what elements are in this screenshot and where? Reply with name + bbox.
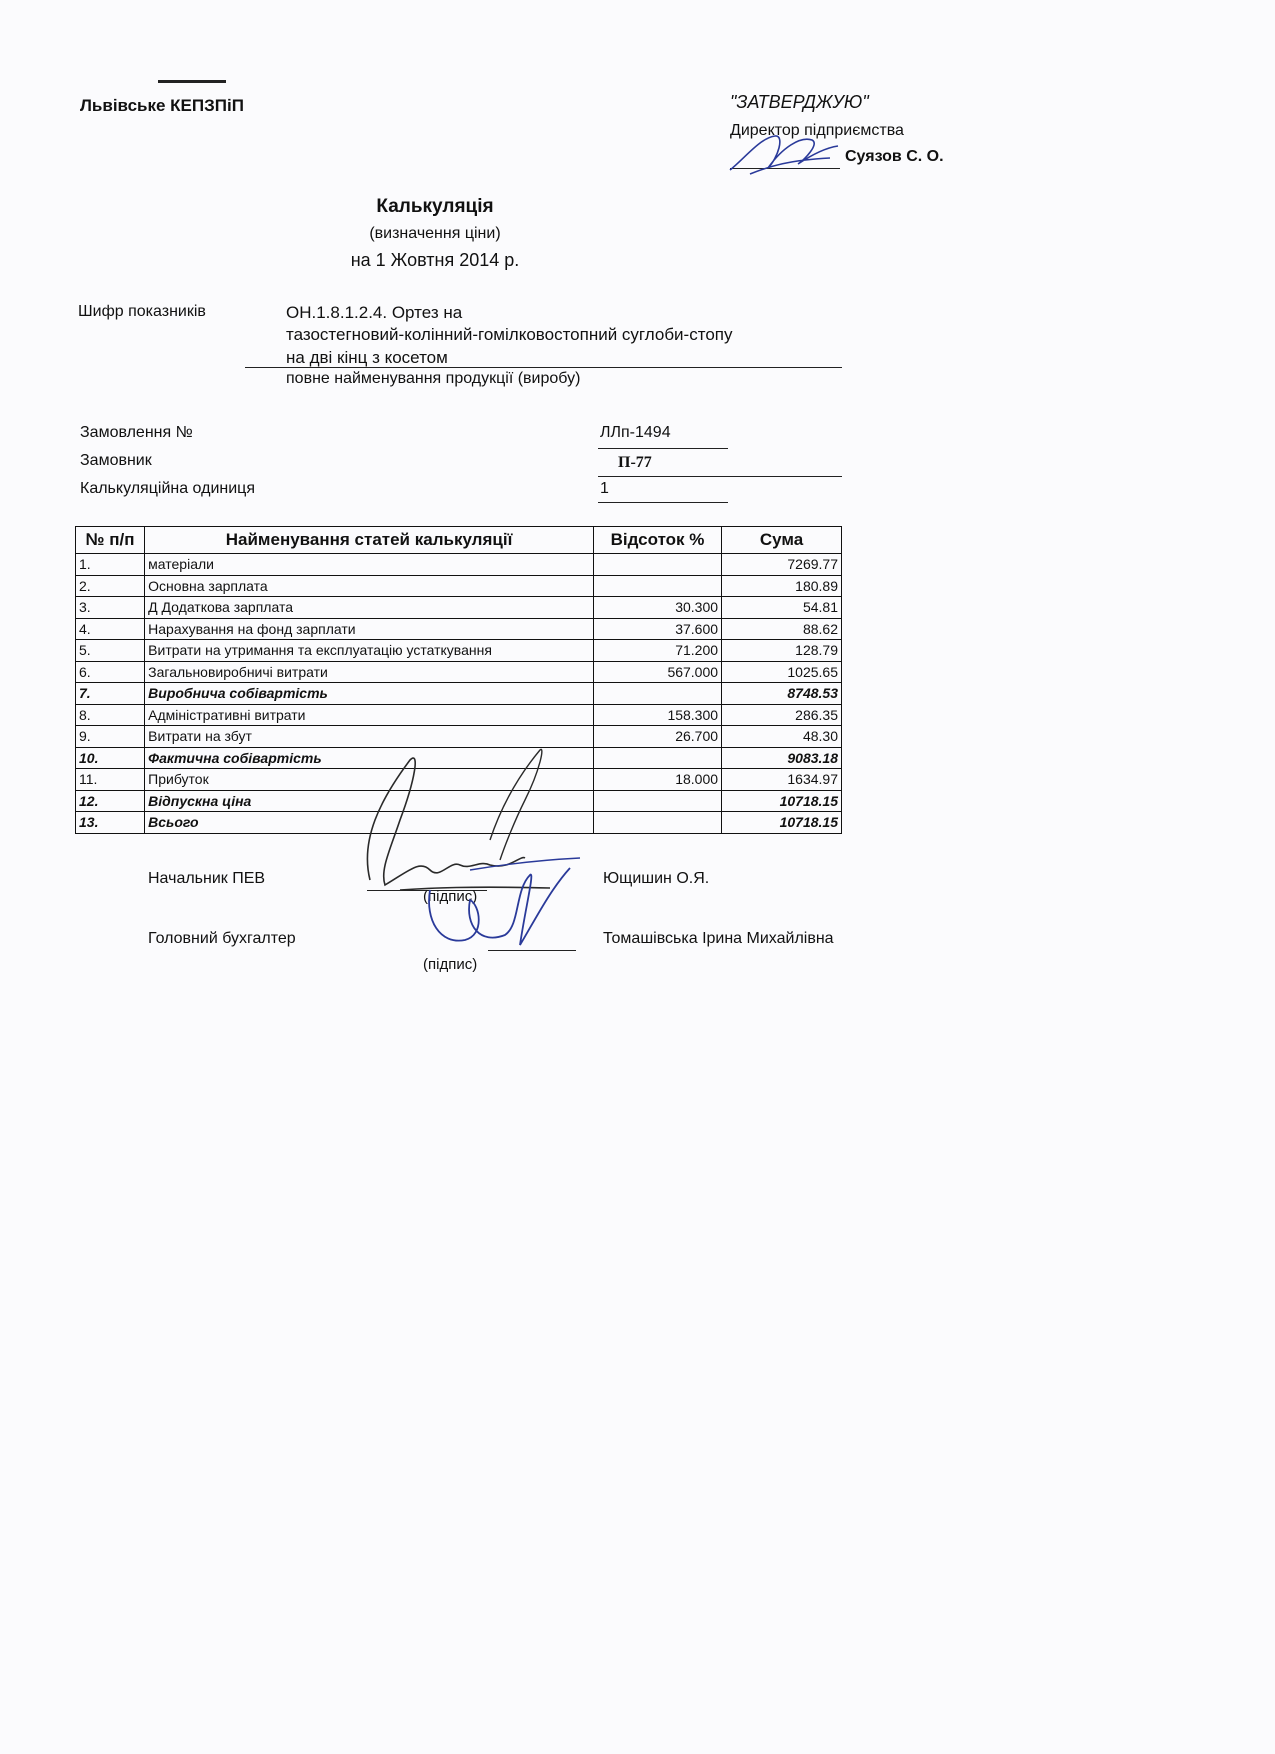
row-number: 6. — [76, 661, 145, 683]
row-number: 9. — [76, 726, 145, 748]
row-sum: 1634.97 — [722, 769, 842, 791]
row-item-name: Витрати на збут — [145, 726, 594, 748]
row-percent: 26.700 — [593, 726, 721, 748]
row-number: 10. — [76, 747, 145, 769]
row-item-name: Нарахування на фонд зарплати — [145, 618, 594, 640]
row-item-name: Всього — [145, 812, 594, 834]
header-number: № п/п — [76, 527, 145, 554]
table-row — [76, 554, 842, 576]
row-percent — [593, 747, 721, 769]
table-row — [76, 661, 842, 683]
row-percent — [593, 554, 721, 576]
product-name-line-2: тазостегновий-колінний-гомілковостопний суглоби-стопу — [286, 325, 733, 344]
row-percent — [593, 575, 721, 597]
row-number: 1. — [76, 554, 145, 576]
row-item-name: Відпускна ціна — [145, 790, 594, 812]
customer-label: Замовник — [80, 452, 152, 469]
row-number: 13. — [76, 812, 145, 834]
accountant-signature-caption: (підпис) — [423, 956, 478, 973]
row-sum: 88.62 — [722, 618, 842, 640]
pev-label: Начальник ПЕВ — [148, 870, 266, 887]
row-sum: 48.30 — [722, 726, 842, 748]
row-percent: 567.000 — [593, 661, 721, 683]
accountant-label: Головний бухгалтер — [148, 930, 296, 947]
director-signature — [720, 118, 850, 188]
pev-signature-caption: (підпис) — [423, 888, 478, 905]
row-sum: 1025.65 — [722, 661, 842, 683]
row-number: 2. — [76, 575, 145, 597]
unit-label: Калькуляційна одиниця — [80, 480, 255, 497]
row-item-name: Адміністративні витрати — [145, 704, 594, 726]
row-item-name: Витрати на утримання та експлуатацію устаткування — [145, 640, 594, 662]
row-sum: 8748.53 — [722, 683, 842, 705]
row-percent: 37.600 — [593, 618, 721, 640]
row-percent — [593, 790, 721, 812]
customer-underline — [598, 476, 842, 477]
row-item-name: Прибуток — [145, 769, 594, 791]
header-sum: Сума — [722, 527, 842, 554]
product-name-line-3: на дві кінц з косетом — [286, 348, 448, 367]
row-sum: 128.79 — [722, 640, 842, 662]
row-sum: 286.35 — [722, 704, 842, 726]
organization-name: Львівське КЕПЗПіП — [80, 96, 244, 115]
row-item-name: Основна зарплата — [145, 575, 594, 597]
row-number: 11. — [76, 769, 145, 791]
row-sum: 54.81 — [722, 597, 842, 619]
row-item-name: Виробнича собівартість — [145, 683, 594, 705]
pev-name: Ющишин О.Я. — [603, 870, 710, 887]
product-name-caption: повне найменування продукції (виробу) — [286, 370, 581, 387]
director-name: Суязов С. О. — [845, 148, 944, 165]
row-number: 3. — [76, 597, 145, 619]
director-title: Директор підприємства — [730, 122, 904, 139]
row-sum: 9083.18 — [722, 747, 842, 769]
row-percent: 158.300 — [593, 704, 721, 726]
row-number: 4. — [76, 618, 145, 640]
top-mark — [158, 80, 226, 83]
row-percent: 30.300 — [593, 597, 721, 619]
table-row — [76, 683, 842, 705]
approval-stamp-text: "ЗАТВЕРДЖУЮ" — [730, 92, 869, 112]
row-item-name: матеріали — [145, 554, 594, 576]
product-name-underline — [245, 367, 842, 368]
order-label: Замовлення № — [80, 424, 193, 441]
row-sum: 10718.15 — [722, 790, 842, 812]
row-percent — [593, 683, 721, 705]
row-percent: 71.200 — [593, 640, 721, 662]
row-number: 12. — [76, 790, 145, 812]
table-row — [76, 597, 842, 619]
document-date: на 1 Жовтня 2014 р. — [350, 250, 520, 270]
unit-underline — [598, 502, 728, 503]
table-row — [76, 640, 842, 662]
document-title: Калькуляція — [376, 196, 494, 217]
product-name-line-1: ОН.1.8.1.2.4. Ортез на — [286, 303, 463, 322]
row-item-name: Д Додаткова зарплата — [145, 597, 594, 619]
row-sum: 180.89 — [722, 575, 842, 597]
row-sum: 7269.77 — [722, 554, 842, 576]
row-item-name: Загальновиробничі витрати — [145, 661, 594, 683]
row-percent: 18.000 — [593, 769, 721, 791]
row-sum: 10718.15 — [722, 812, 842, 834]
table-row — [76, 575, 842, 597]
accountant-name: Томашівська Ірина Михайлівна — [603, 930, 834, 947]
header-percent: Відсоток % — [593, 527, 721, 554]
row-item-name: Фактична собівартість — [145, 747, 594, 769]
accountant-signature — [410, 850, 600, 960]
document-subtitle: (визначення ціни) — [369, 225, 501, 242]
row-number: 7. — [76, 683, 145, 705]
row-number: 5. — [76, 640, 145, 662]
header-item-name: Найменування статей калькуляції — [145, 527, 594, 554]
table-header-row — [76, 527, 842, 554]
order-underline — [598, 448, 728, 449]
customer-value: П-77 — [618, 454, 652, 471]
row-number: 8. — [76, 704, 145, 726]
row-percent — [593, 812, 721, 834]
unit-value: 1 — [600, 480, 609, 497]
code-label: Шифр показників — [78, 303, 206, 320]
table-row — [76, 618, 842, 640]
order-value: ЛЛп-1494 — [600, 424, 671, 441]
